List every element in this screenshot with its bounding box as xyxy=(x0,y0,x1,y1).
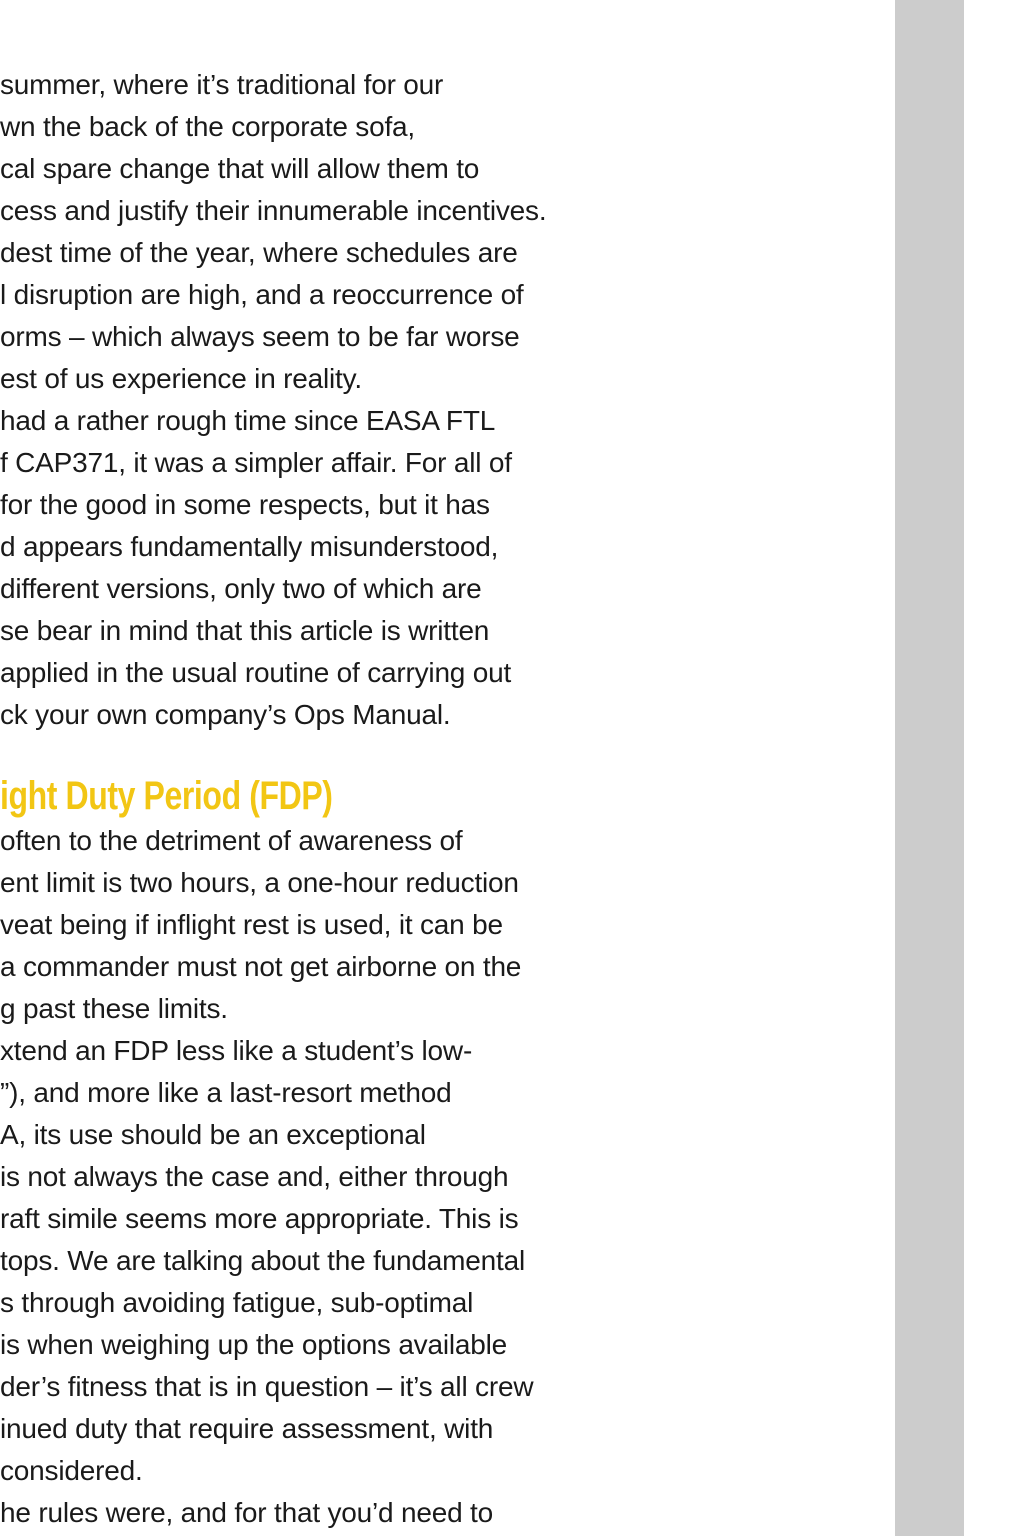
paragraph-3-line-5: g past these limits. xyxy=(0,993,228,1024)
paragraph-3-line-4: a commander must not get airborne on the xyxy=(0,951,522,982)
paragraph-4-line-2: ”), and more like a last-resort method xyxy=(0,1077,452,1108)
paragraph-2-line-5: different versions, only two of which are xyxy=(0,573,482,604)
paragraph-2-line-1: had a rather rough time since EASA FTL xyxy=(0,405,496,436)
margin-side-bar xyxy=(895,0,964,1536)
section-heading: ight Duty Period (FDP) xyxy=(0,774,333,818)
paragraph-3-line-2: ent limit is two hours, a one-hour reduction xyxy=(0,867,519,898)
paragraph-3-line-3: veat being if inflight rest is used, it can be xyxy=(0,909,503,940)
paragraph-4-line-9: der’s fitness that is in question – it’s all crew xyxy=(0,1371,534,1402)
paragraph-1-line-3: cal spare change that will allow them to xyxy=(0,153,480,184)
paragraph-4-line-4: is not always the case and, either through xyxy=(0,1161,509,1192)
paragraph-4-line-8: is when weighing up the options available xyxy=(0,1329,508,1360)
paragraph-4-line-3: A, its use should be an exceptional xyxy=(0,1119,426,1150)
paragraph-1-line-7: orms – which always seem to be far worse xyxy=(0,321,520,352)
paragraph-2-line-7: applied in the usual routine of carrying out xyxy=(0,657,512,688)
paragraph-4-line-5: raft simile seems more appropriate. This is xyxy=(0,1203,519,1234)
paragraph-1-line-6: l disruption are high, and a reoccurrence of xyxy=(0,279,524,310)
paragraph-5-line-1: he rules were, and for that you’d need to xyxy=(0,1497,494,1528)
paragraph-4-line-1: xtend an FDP less like a student’s low- xyxy=(0,1035,473,1066)
paragraph-4-line-11: considered. xyxy=(0,1455,143,1486)
paragraph-4-line-7: s through avoiding fatigue, sub-optimal xyxy=(0,1287,474,1318)
paragraph-1-line-4: cess and justify their innumerable incentives. xyxy=(0,195,547,226)
paragraph-3-line-1: often to the detriment of awareness of xyxy=(0,825,463,856)
paragraph-1-line-8: est of us experience in reality. xyxy=(0,363,362,394)
paragraph-2-line-8: ck your own company’s Ops Manual. xyxy=(0,699,451,730)
paragraph-2-line-2: f CAP371, it was a simpler affair. For all of xyxy=(0,447,512,478)
paragraph-4-line-10: inued duty that require assessment, with xyxy=(0,1413,494,1444)
paragraph-4-line-6: tops. We are talking about the fundamental xyxy=(0,1245,525,1276)
paragraph-2-line-6: se bear in mind that this article is written xyxy=(0,615,490,646)
paragraph-1-line-1: summer, where it’s traditional for our xyxy=(0,69,444,100)
paragraph-1-line-2: wn the back of the corporate sofa, xyxy=(0,111,416,142)
paragraph-1-line-5: dest time of the year, where schedules are xyxy=(0,237,518,268)
paragraph-2-line-3: for the good in some respects, but it has xyxy=(0,489,490,520)
paragraph-2-line-4: d appears fundamentally misunderstood, xyxy=(0,531,499,562)
